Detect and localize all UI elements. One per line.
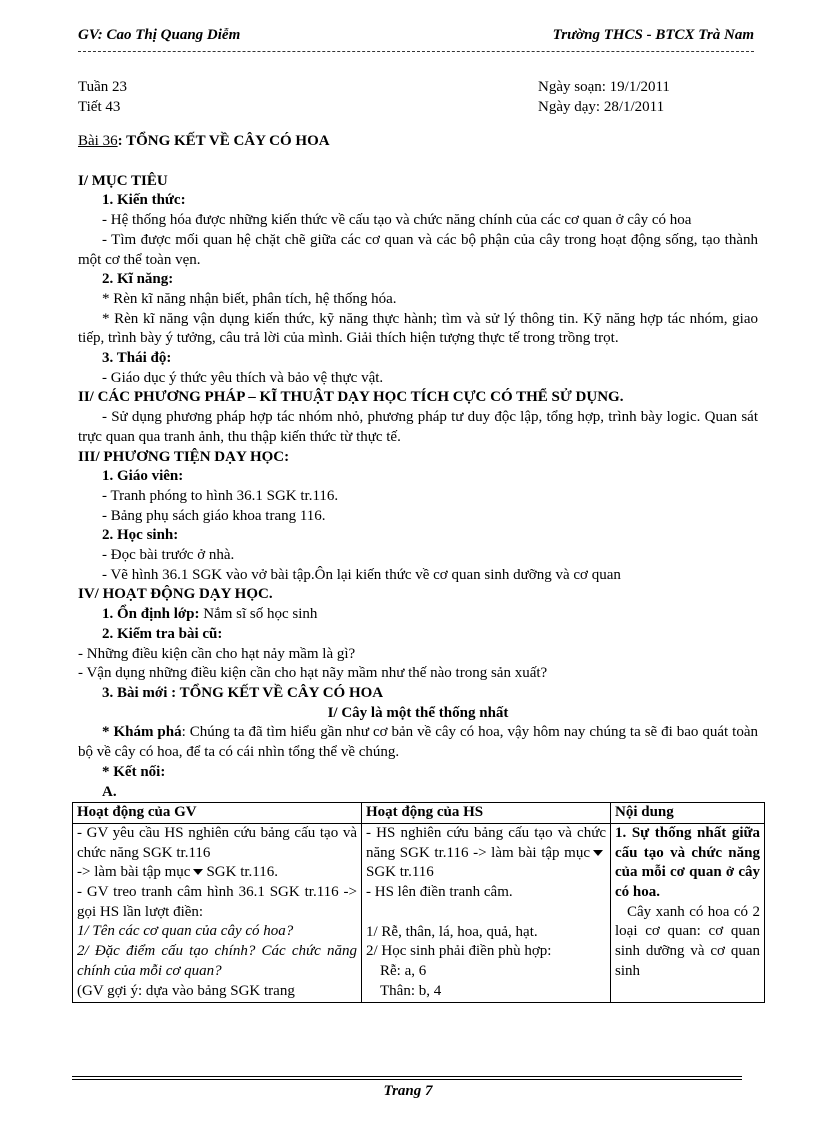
triangle-down-icon — [193, 869, 203, 875]
lesson-title — [78, 132, 758, 152]
explore-text: : Chúng ta đã tìm hiểu gần như cơ bản về cây có hoa, vậy hôm nay chúng ta sẽ đi bao quát toàn bộ về cây có hoa, để ta có cái nhìn tổng thể về chúng. — [78, 724, 758, 761]
gv-line: - GV treo tranh câm hình 36.1 SGK tr.116 -> gọi HS lần lượt điền: — [77, 884, 357, 920]
week: Tuần 23 — [78, 79, 128, 95]
header-content: Nội dung — [611, 803, 765, 824]
review-heading: 2. Kiểm tra bài cũ: — [102, 625, 223, 642]
skills-heading: 2. Kĩ năng: — [102, 271, 174, 288]
prep-date: Ngày soạn: 19/1/2011 — [538, 79, 670, 95]
header-hs: Hoạt động của HS — [362, 803, 611, 824]
knowledge-item-2: - Tìm được mối quan hệ chặt chẽ giữa các cơ quan và các bộ phận của cây trong hoạt động sống, tạo thành một cơ thể toàn vẹn. — [78, 231, 758, 268]
period: Tiết 43 — [78, 99, 121, 115]
section-2-text: - Sử dụng phương pháp hợp tác nhóm nhỏ, phương pháp tư duy độc lập, tổng hợp, trình bày logic. Quan sát trực quan qua tranh ảnh, thu thập kiến thức từ thực tế. — [78, 409, 758, 445]
teacher-tool-1: - Tranh phóng to hình 36.1 SGK tr.116. — [102, 487, 339, 504]
section-3-heading: III/ PHƯƠNG TIỆN DẠY HỌC: — [78, 448, 290, 465]
attitude-item-1: - Giáo dục ý thức yêu thích và bảo vệ thực vật. — [102, 369, 384, 386]
gv-line — [77, 863, 357, 883]
gv-line-text: -> làm bài tập mục — [77, 864, 191, 881]
hs-answer-1: 1/ Rễ, thân, lá, hoa, quả, hạt. — [366, 923, 538, 940]
table-header-row — [73, 803, 765, 824]
student-tool-2: - Vẽ hình 36.1 SGK vào vở bài tập.Ôn lại kiến thức về cơ quan sinh dưỡng và cơ quan — [102, 566, 621, 583]
school-name: Trường THCS - BTCX Trà Nam — [552, 27, 754, 43]
review-question-1: - Những điều kiện cần cho hạt nảy mầm là gì? — [78, 645, 356, 662]
class-stabilization — [78, 605, 758, 625]
content-cell — [611, 823, 765, 1002]
attitude-heading: 3. Thái độ: — [102, 350, 172, 367]
explore-paragraph — [78, 723, 758, 762]
gv-line-text: SGK tr.116. — [206, 864, 278, 881]
hs-answer-root: Rễ: a, 6 — [380, 963, 427, 980]
student-tools-heading: 2. Học sinh: — [102, 527, 179, 544]
footer-divider — [72, 1079, 742, 1080]
header-gv: Hoạt động của GV — [73, 803, 362, 824]
hs-line-text: - HS nghiên cứu bảng cấu tạo và chức năng SGK tr.116 -> làm bài tập mục — [366, 824, 606, 861]
skills-item-2: * Rèn kĩ năng vận dụng kiến thức, kỹ năng thực hành; tìm và sử lý thông tin. Kỹ năng hợp tác nhóm, giao tiếp, trình bày ý tưởng, câu trả lời của mình. Giải thích hiện tượng thực tế trong trồng trọt. — [78, 310, 758, 347]
gv-cell — [73, 823, 362, 1002]
teacher-name: GV: Cao Thị Quang Diễm — [78, 27, 241, 43]
class-stabilization-label: 1. Ổn định lớp: — [102, 606, 200, 623]
class-stabilization-text: Nắm sĩ số học sinh — [199, 606, 318, 623]
a-label: A. — [102, 783, 117, 800]
teach-date: Ngày dạy: 28/1/2011 — [538, 99, 665, 115]
page-header — [78, 27, 754, 47]
gv-question-1: 1/ Tên các cơ quan của cây có hoa? — [77, 923, 294, 940]
lesson-number: Bài 36 — [78, 133, 118, 149]
knowledge-item-1: - Hệ thống hóa được những kiến thức về cấu tạo và chức năng chính của các cơ quan ở cây có hoa — [102, 212, 692, 229]
subsection-title: I/ Cây là một thể thống nhất — [327, 704, 509, 721]
hs-line — [366, 824, 606, 883]
gv-question-2: 2/ Đặc điểm cấu tạo chính? Các chức năng chính của mỗi cơ quan? — [77, 943, 357, 979]
hs-answer-stem: Thân: b, 4 — [380, 982, 442, 999]
hs-line-text: SGK tr.116 — [366, 864, 434, 881]
teacher-tool-2: - Bảng phụ sách giáo khoa trang 116. — [102, 507, 326, 524]
document-body — [78, 78, 758, 1003]
section-4-heading: IV/ HOẠT ĐỘNG DẠY HỌC. — [78, 586, 273, 603]
meta-row-2 — [78, 98, 758, 118]
skills-item-1: * Rèn kĩ năng nhận biết, phân tích, hệ thống hóa. — [102, 290, 397, 307]
activity-table — [72, 802, 765, 1002]
review-question-2: - Vận dụng những điều kiện cần cho hạt nãy mầm như thế nào trong sản xuất? — [78, 665, 548, 682]
explore-label: * Khám phá — [102, 724, 182, 741]
hs-line: - HS lên điền tranh câm. — [366, 884, 513, 901]
new-lesson — [78, 684, 758, 704]
student-tool-1: - Đọc bài trước ở nhà. — [102, 547, 235, 564]
page-number: Trang 7 — [383, 1083, 433, 1099]
teacher-tools-heading: 1. Giáo viên: — [102, 468, 184, 485]
new-lesson-label: 3. Bài mới — [102, 684, 168, 701]
triangle-down-icon — [593, 850, 603, 856]
gv-line: - GV yêu cầu HS nghiên cứu bảng cấu tạo và chức năng SGK tr.116 — [77, 824, 357, 861]
meta-row-1 — [78, 78, 758, 98]
hs-answer-2: 2/ Học sinh phải điền phù hợp: — [366, 943, 552, 960]
header-divider — [78, 51, 754, 52]
footer-divider — [72, 1076, 742, 1077]
knowledge-heading: 1. Kiến thức: — [102, 192, 186, 209]
section-2-heading: II/ CÁC PHƯƠNG PHÁP – KĨ THUẬT DẠY HỌC TÍCH CỰC CÓ THỂ SỬ DỤNG. — [78, 389, 624, 406]
table-row — [73, 823, 765, 1002]
section-1-heading: I/ MỤC TIÊU — [78, 172, 168, 189]
hs-cell — [362, 823, 611, 1002]
lesson-title-text: : TỔNG KẾT VỀ CÂY CÓ HOA — [117, 133, 330, 149]
new-lesson-title: : TỔNG KẾT VỀ CÂY CÓ HOA — [167, 684, 384, 701]
connect-label: * Kết nối: — [102, 763, 166, 780]
gv-hint: (GV gợi ý: dựa vào bảng SGK trang — [77, 982, 295, 999]
content-title: 1. Sự thống nhất giữa cấu tạo và chức năng của mỗi cơ quan ở cây có hoa. — [615, 824, 760, 901]
content-text: Cây xanh có hoa có 2 loại cơ quan: cơ quan sinh dưỡng và cơ quan sinh — [615, 903, 760, 979]
